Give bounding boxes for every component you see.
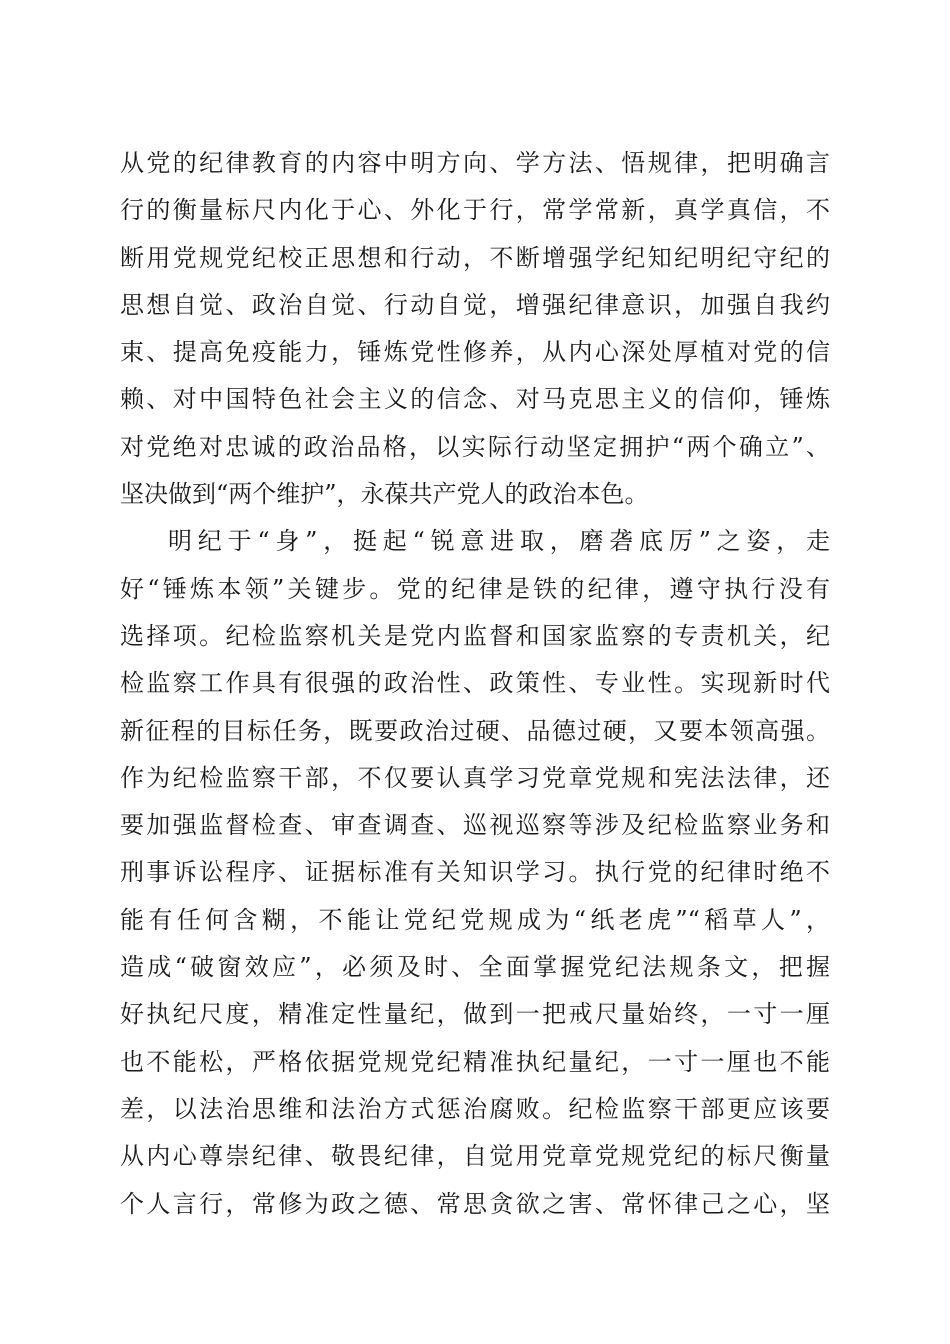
text-line: 刑事诉讼程序、证据标准有关知识学习。执行党的纪律时绝不 (120, 858, 830, 887)
text-line: 能有任何含糊，不能让党纪党规成为“纸老虎”“稻草人”， (120, 905, 830, 934)
text-line: 从党的纪律教育的内容中明方向、学方法、悟规律，把明确言 (120, 149, 830, 177)
text-line: 造成“破窗效应”，必须及时、全面掌握党纪法规条文，把握 (120, 953, 830, 982)
paragraph-end-line: 坚决做到“两个维护”，永葆共产党人的政治本色。 (120, 480, 649, 509)
text-line: 思想自觉、政治自觉、行动自觉，增强纪律意识，加强自我约 (120, 290, 830, 319)
text-line: 作为纪检监察干部，不仅要认真学习党章党规和宪法法律，还 (120, 763, 830, 792)
text-line: 对党绝对忠诚的政治品格，以实际行动坚定拥护“两个确立”、 (120, 432, 830, 461)
text-line: 也不能松，严格依据党规党纪精准执纪量纪，一寸一厘也不能 (120, 1047, 830, 1076)
text-line: 赖、对中国特色社会主义的信念、对马克思主义的信仰，锤炼 (120, 385, 830, 414)
text-line: 断用党规党纪校正思想和行动，不断增强学纪知纪明纪守纪的 (120, 243, 830, 272)
body-text (120, 140, 830, 1228)
text-line: 好“锤炼本领”关键步。党的纪律是铁的纪律，遵守执行没有 (120, 574, 830, 603)
text-line: 检监察工作具有很强的政治性、政策性、专业性。实现新时代 (120, 669, 830, 698)
text-line: 束、提高免疫能力，锤炼党性修养，从内心深处厚植对党的信 (120, 338, 830, 367)
text-line: 差，以法治思维和法治方式惩治腐败。纪检监察干部更应该要 (120, 1094, 830, 1123)
text-line: 好执纪尺度，精准定性量纪，做到一把戒尺量始终，一寸一厘 (120, 1000, 830, 1029)
paragraph-start-line: 明纪于“身”，挺起“锐意进取，磨砻底厉”之姿，走 (168, 527, 830, 556)
text-line: 从内心尊崇纪律、敬畏纪律，自觉用党章党规党纪的标尺衡量 (120, 1142, 830, 1171)
text-line: 选择项。纪检监察机关是党内监督和国家监察的专责机关，纪 (120, 621, 830, 650)
text-line: 要加强监督检查、审查调查、巡视巡察等涉及纪检监察业务和 (120, 811, 830, 840)
text-line: 个人言行，常修为政之德、常思贪欲之害、常怀律己之心，坚 (120, 1189, 830, 1218)
text-line: 行的衡量标尺内化于心、外化于行，常学常新，真学真信，不 (120, 196, 830, 225)
text-line: 新征程的目标任务，既要政治过硬、品德过硬，又要本领高强。 (120, 716, 830, 745)
